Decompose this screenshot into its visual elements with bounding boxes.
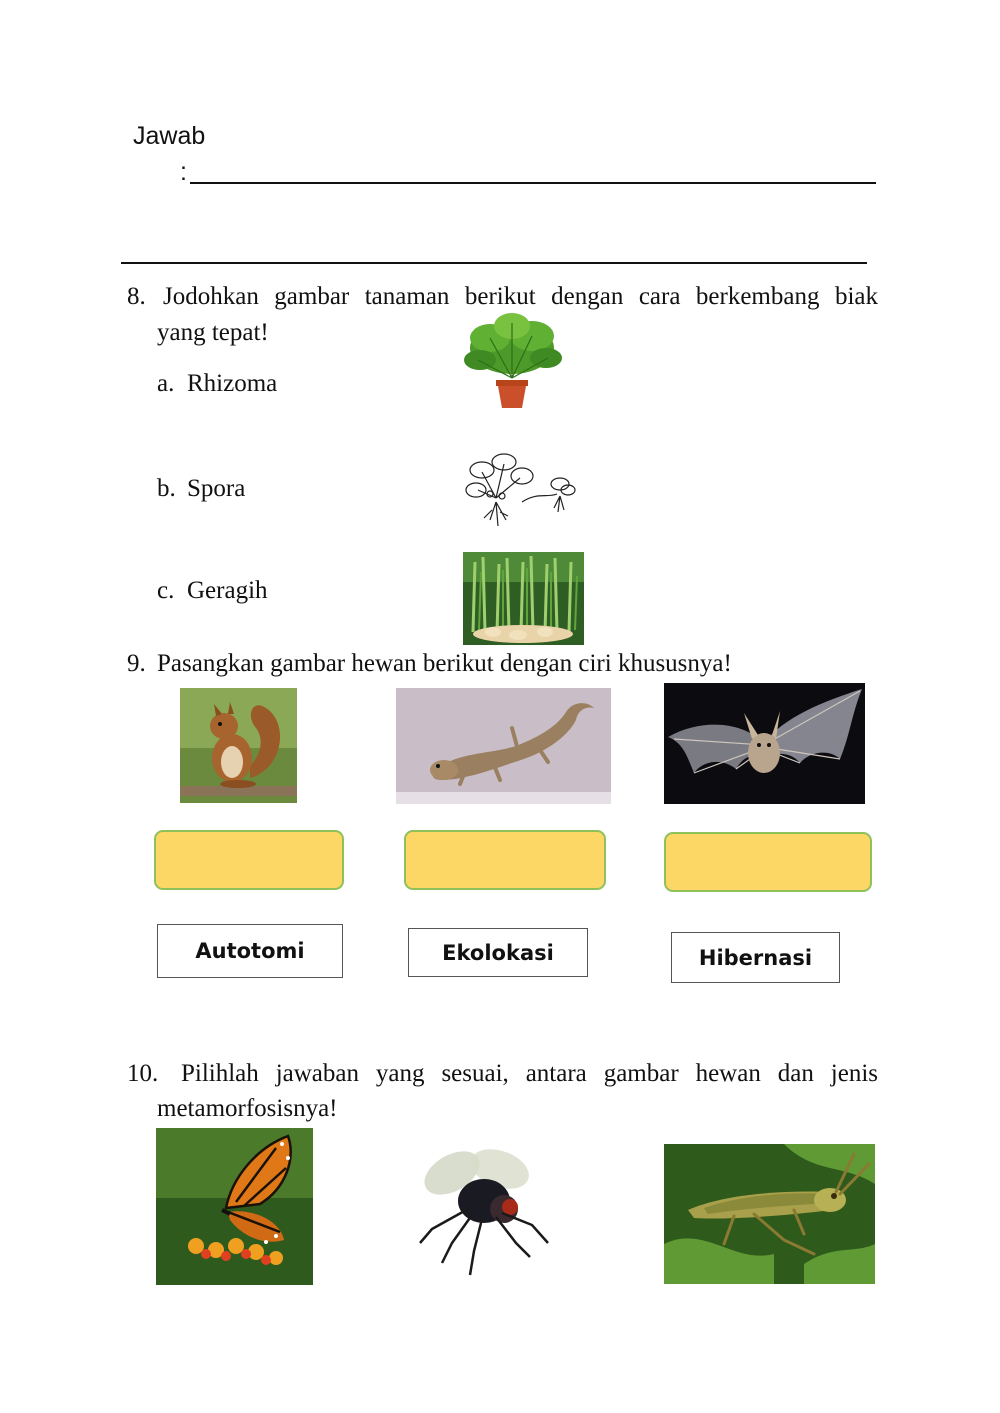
q8-option-a-text[interactable]: Rhizoma <box>187 370 278 397</box>
q10-text-line1: Pilihlah jawaban yang sesuai, antara gambar hewan dan jenis <box>181 1060 878 1087</box>
squirrel-image[interactable] <box>180 688 297 803</box>
q10-text-line2: metamorfosisnya! <box>157 1095 338 1122</box>
grasshopper-image[interactable] <box>664 1144 875 1284</box>
q8-number: 8. <box>127 283 146 310</box>
ginger-rhizome-image[interactable] <box>463 552 584 645</box>
q8-option-b-text[interactable]: Spora <box>187 475 246 502</box>
q8-option-a-letter: a. <box>157 370 175 397</box>
dropzone-bat[interactable] <box>664 832 872 892</box>
q9-number: 9. <box>127 650 146 677</box>
q8-option-c-letter: c. <box>157 577 175 604</box>
fly-image[interactable] <box>412 1133 555 1281</box>
answer-line-1[interactable] <box>190 182 876 184</box>
q8-text-line2: yang tepat! <box>157 319 269 346</box>
q10-number: 10. <box>127 1060 159 1087</box>
gecko-image[interactable] <box>396 688 611 804</box>
q8-option-b-letter: b. <box>157 475 176 502</box>
answer-line-2[interactable] <box>121 262 867 264</box>
q8-text-line1: Jodohkan gambar tanaman berikut dengan cara berkembang biak <box>163 283 878 310</box>
answer-label: Jawab <box>133 122 206 150</box>
strawberry-runner-image[interactable] <box>462 450 577 532</box>
answer-colon: : <box>180 158 187 186</box>
dropzone-squirrel[interactable] <box>154 830 344 890</box>
dropzone-gecko[interactable] <box>404 830 606 890</box>
card-ekolokasi[interactable]: Ekolokasi <box>408 928 588 977</box>
q9-text: Pasangkan gambar hewan berikut dengan ciri khususnya! <box>157 650 732 677</box>
card-hibernasi[interactable]: Hibernasi <box>671 932 840 983</box>
bat-image[interactable] <box>664 683 865 804</box>
q8-option-c-text[interactable]: Geragih <box>187 577 268 604</box>
card-autotomi[interactable]: Autotomi <box>157 924 343 978</box>
butterfly-image[interactable] <box>156 1128 313 1285</box>
fern-pot-image[interactable] <box>460 308 564 410</box>
